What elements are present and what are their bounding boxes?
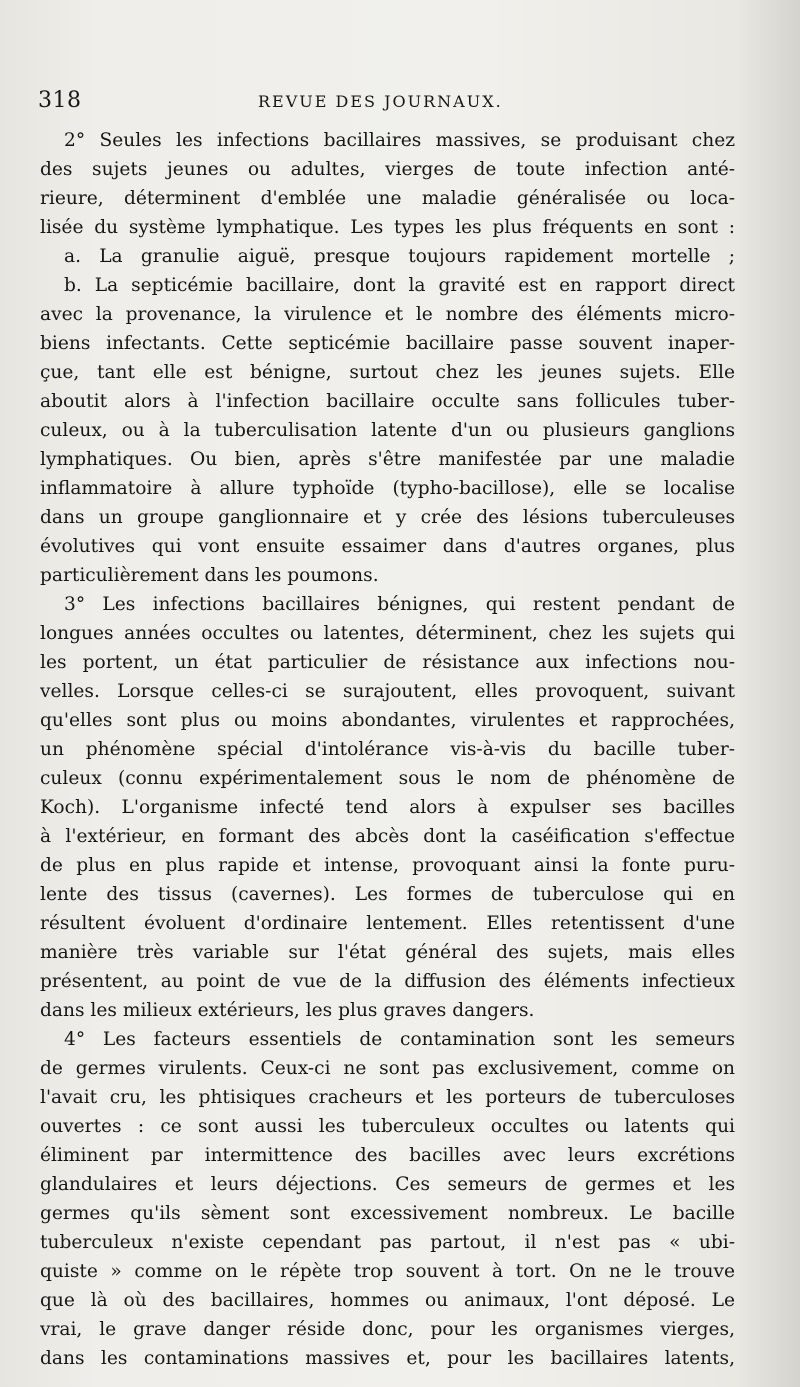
text-line: résultent évoluent d'ordinaire lentement. Elles retentissent d'une bbox=[40, 913, 735, 934]
text-line: de germes virulents. Ceux-ci ne sont pas exclusivement, comme on bbox=[40, 1058, 735, 1079]
page-number: 318 bbox=[38, 88, 82, 113]
text-line: quiste » comme on le répète trop souvent à tort. On ne le trouve bbox=[40, 1261, 735, 1282]
text-line: ouvertes : ce sont aussi les tuberculeux occultes ou latents qui bbox=[40, 1116, 735, 1137]
running-title: REVUE DES JOURNAUX. bbox=[258, 92, 503, 111]
text-line: qu'elles sont plus ou moins abondantes, virulentes et rapprochées, bbox=[40, 710, 735, 731]
text-line: manière très variable sur l'état général des sujets, mais elles bbox=[40, 942, 735, 963]
text-line: dans un groupe ganglionnaire et y crée des lésions tuberculeuses bbox=[40, 507, 735, 528]
text-line: biens infectants. Cette septicémie bacillaire passe souvent inaper- bbox=[40, 333, 735, 354]
text-line: Koch). L'organisme infecté tend alors à expulser ses bacilles bbox=[40, 797, 735, 818]
text-line: inflammatoire à allure typhoïde (typho-bacillose), elle se localise bbox=[40, 478, 735, 499]
text-line: à l'extérieur, en formant des abcès dont la caséification s'effectue bbox=[40, 826, 735, 847]
page-header bbox=[38, 88, 738, 116]
text-line: particulièrement dans les poumons. bbox=[40, 565, 379, 586]
text-line: longues années occultes ou latentes, déterminent, chez les sujets qui bbox=[40, 623, 735, 644]
text-line: b. La septicémie bacillaire, dont la gravité est en rapport direct bbox=[64, 275, 735, 296]
text-line: présentent, au point de vue de la diffusion des éléments infectieux bbox=[40, 971, 735, 992]
text-line: un phénomène spécial d'intolérance vis-à-vis du bacille tuber- bbox=[40, 739, 735, 760]
text-line: 2° Seules les infections bacillaires massives, se produisant chez bbox=[64, 130, 735, 151]
text-line: que là où des bacillaires, hommes ou animaux, l'ont déposé. Le bbox=[40, 1290, 735, 1311]
text-line: tuberculeux n'existe cependant pas partout, il n'est pas « ubi- bbox=[40, 1232, 735, 1253]
text-line: 4° Les facteurs essentiels de contamination sont les semeurs bbox=[64, 1029, 735, 1050]
text-line: dans les contaminations massives et, pour les bacillaires latents, bbox=[40, 1348, 735, 1369]
text-line: aboutit alors à l'infection bacillaire occulte sans follicules tuber- bbox=[40, 391, 735, 412]
text-line: éliminent par intermittence des bacilles avec leurs excrétions bbox=[40, 1145, 735, 1166]
text-line: culeux, ou à la tuberculisation latente d'un ou plusieurs ganglions bbox=[40, 420, 735, 441]
text-line: germes qu'ils sèment sont excessivement nombreux. Le bacille bbox=[40, 1203, 735, 1224]
text-line: lente des tissus (cavernes). Les formes de tuberculose qui en bbox=[40, 884, 735, 905]
body-text bbox=[40, 126, 735, 1373]
text-line: de plus en plus rapide et intense, provoquant ainsi la fonte puru- bbox=[40, 855, 735, 876]
text-line: a. La granulie aiguë, presque toujours rapidement mortelle ; bbox=[64, 246, 735, 267]
text-line: velles. Lorsque celles-ci se surajoutent, elles provoquent, suivant bbox=[40, 681, 735, 702]
text-line: glandulaires et leurs déjections. Ces semeurs de germes et les bbox=[40, 1174, 735, 1195]
text-line: çue, tant elle est bénigne, surtout chez les jeunes sujets. Elle bbox=[40, 362, 735, 383]
text-line: évolutives qui vont ensuite essaimer dans d'autres organes, plus bbox=[40, 536, 735, 557]
text-line: lisée du système lymphatique. Les types les plus fréquents en sont : bbox=[40, 217, 735, 238]
text-line: l'avait cru, les phtisiques cracheurs et les porteurs de tuberculoses bbox=[40, 1087, 735, 1108]
text-line: lymphatiques. Ou bien, après s'être manifestée par une maladie bbox=[40, 449, 735, 470]
text-line: rieure, déterminent d'emblée une maladie généralisée ou loca- bbox=[40, 188, 735, 209]
text-line: 3° Les infections bacillaires bénignes, qui restent pendant de bbox=[64, 594, 735, 615]
text-line: dans les milieux extérieurs, les plus graves dangers. bbox=[40, 1000, 535, 1021]
text-line: culeux (connu expérimentalement sous le nom de phénomène de bbox=[40, 768, 735, 789]
text-line: des sujets jeunes ou adultes, vierges de toute infection anté- bbox=[40, 159, 735, 180]
text-line: avec la provenance, la virulence et le nombre des éléments micro- bbox=[40, 304, 735, 325]
text-line: vrai, le grave danger réside donc, pour les organismes vierges, bbox=[40, 1319, 735, 1340]
text-line: les portent, un état particulier de résistance aux infections nou- bbox=[40, 652, 735, 673]
